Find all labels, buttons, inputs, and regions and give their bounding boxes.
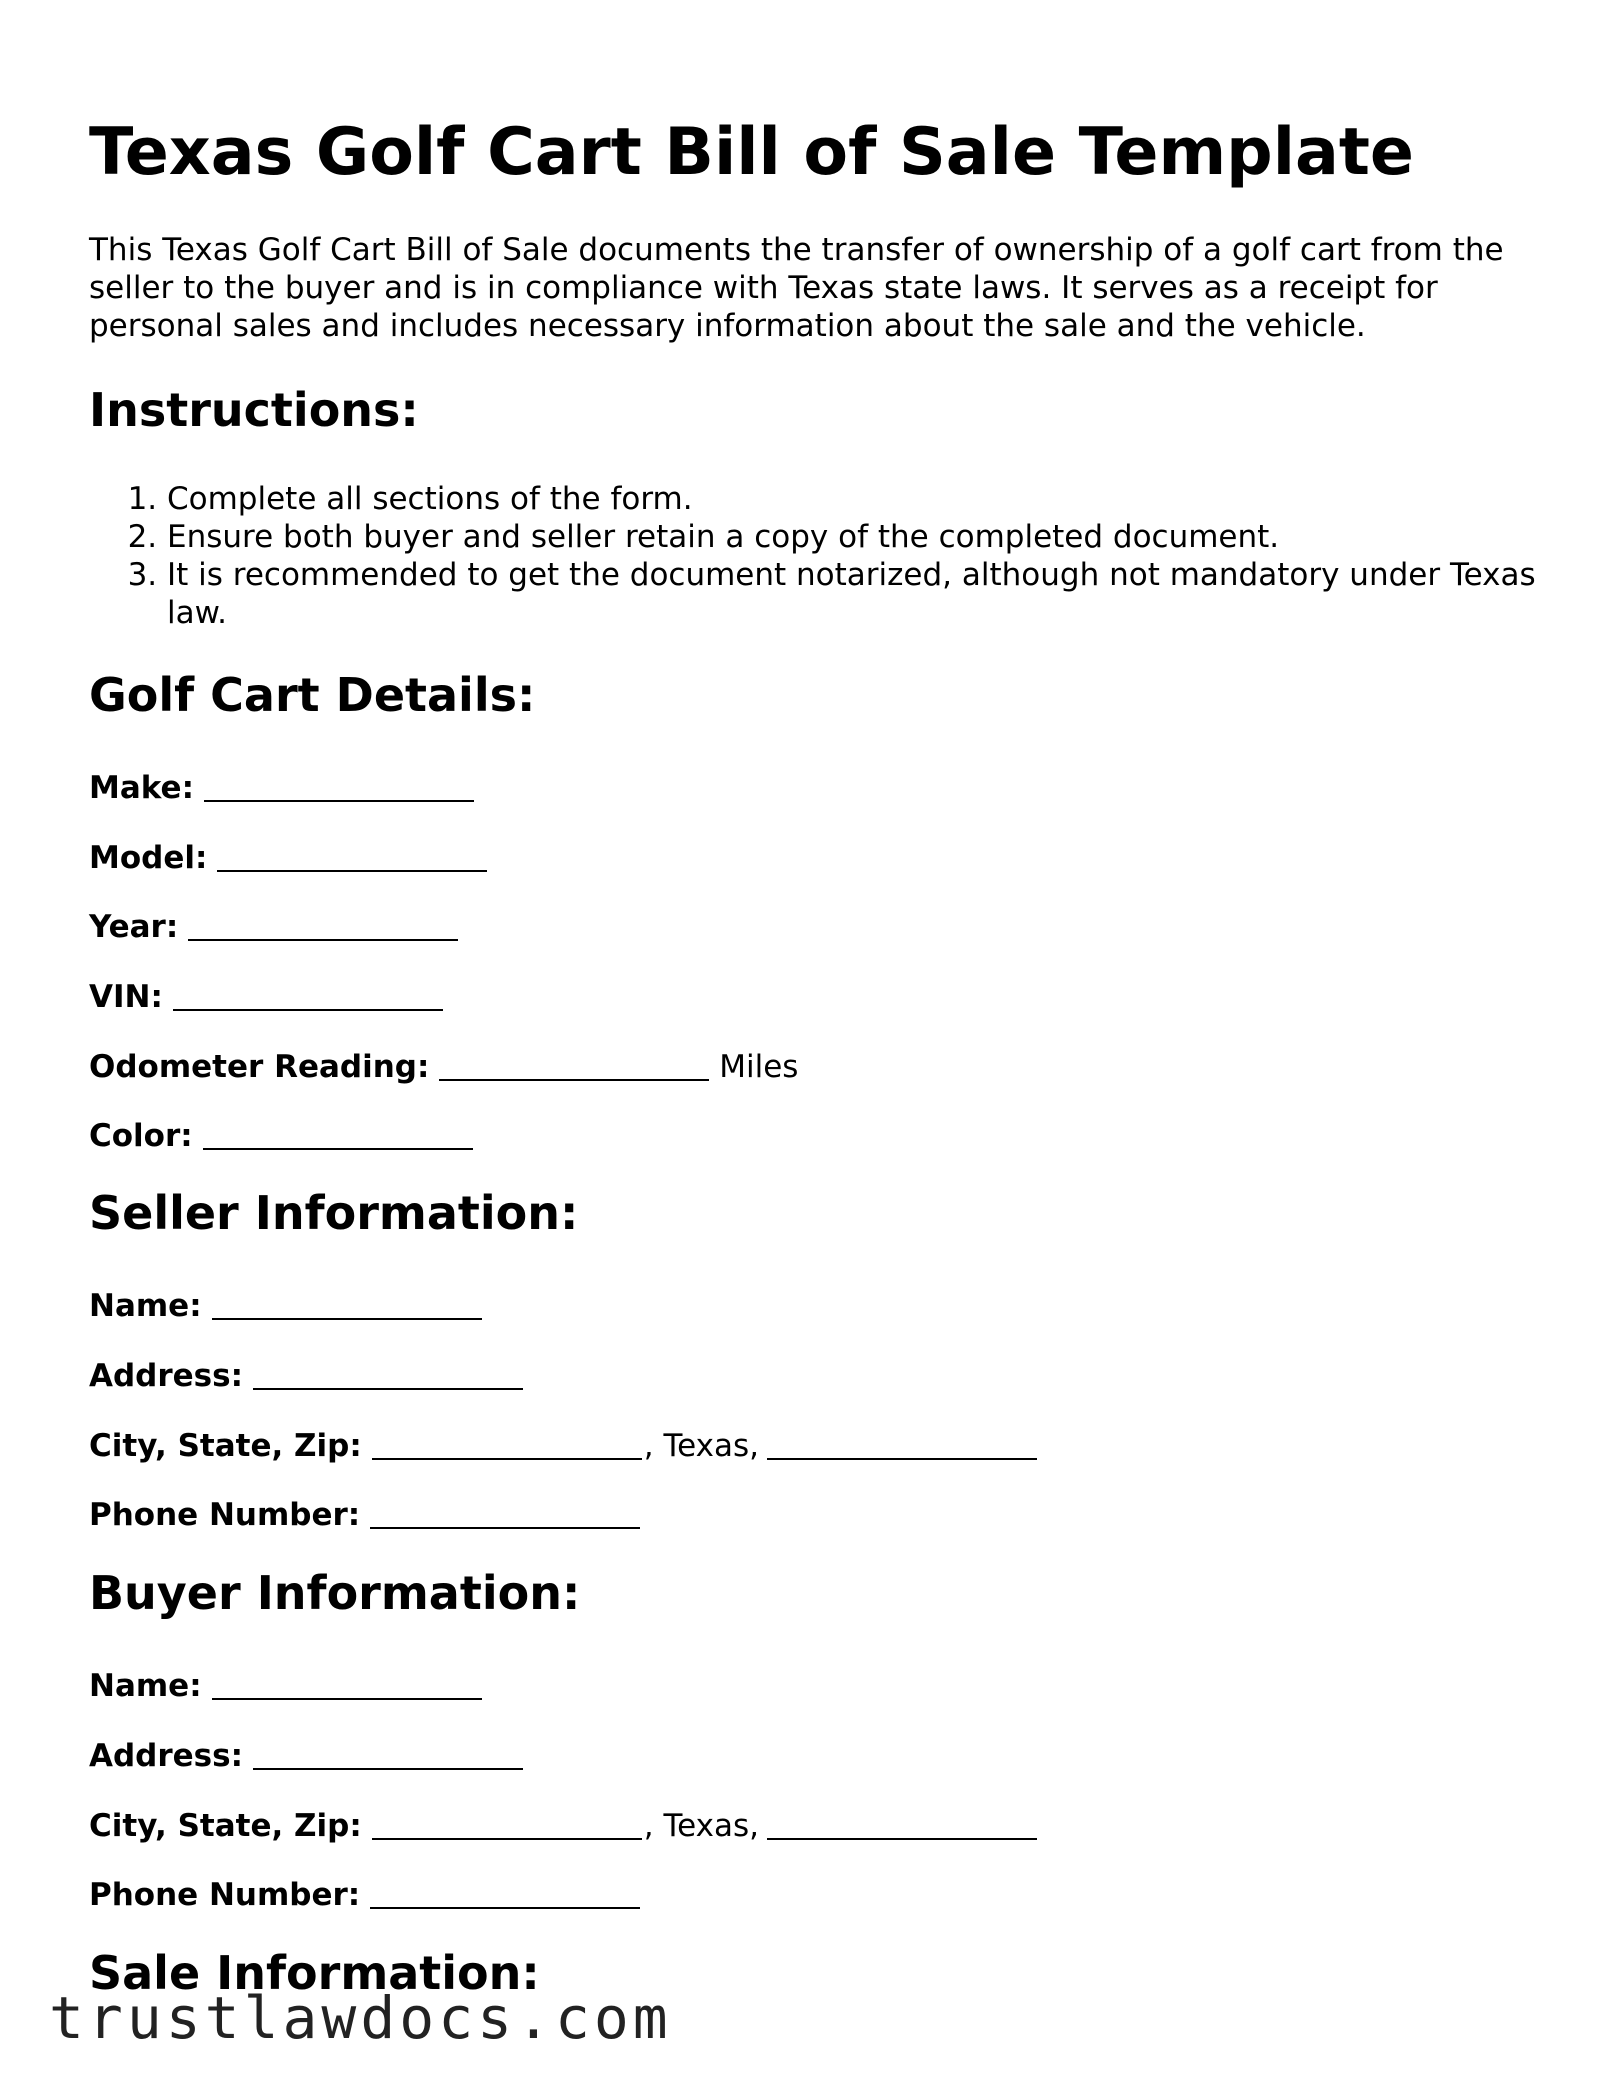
buyer-name-label: Name: <box>89 1668 202 1704</box>
buyer-address-label: Address: <box>89 1738 243 1774</box>
vin-label: VIN: <box>89 979 163 1015</box>
seller-address-label: Address: <box>89 1358 243 1394</box>
instructions-list <box>89 480 1557 632</box>
odometer-label: Odometer Reading: <box>89 1049 430 1085</box>
model-field <box>89 836 487 877</box>
seller-name-input[interactable] <box>212 1288 482 1320</box>
seller-phone-field <box>89 1493 640 1534</box>
model-input[interactable] <box>217 840 487 872</box>
buyer-city-input[interactable] <box>372 1808 642 1840</box>
make-label: Make: <box>89 770 194 806</box>
seller-city-label: City, State, Zip: <box>89 1428 362 1464</box>
seller-information-heading: Seller Information: <box>89 1186 579 1240</box>
seller-state-text: , Texas, <box>643 1428 759 1464</box>
odometer-unit: Miles <box>719 1049 799 1085</box>
instruction-item: 3. It is recommended to get the document notarized, although not mandatory under Texas law. <box>167 556 1557 632</box>
instructions-heading: Instructions: <box>89 383 419 437</box>
instruction-item: 1. Complete all sections of the form. <box>167 480 1557 518</box>
buyer-city-state-zip-field <box>89 1804 1037 1845</box>
year-label: Year: <box>89 909 179 945</box>
seller-phone-label: Phone Number: <box>89 1497 361 1533</box>
make-input[interactable] <box>204 770 474 802</box>
make-field <box>89 766 474 807</box>
model-label: Model: <box>89 840 208 876</box>
document-title: Texas Golf Cart Bill of Sale Template <box>89 115 1415 190</box>
golf-cart-details-heading: Golf Cart Details: <box>89 668 536 722</box>
odometer-input[interactable] <box>439 1049 709 1081</box>
buyer-zip-input[interactable] <box>767 1808 1037 1840</box>
buyer-information-heading: Buyer Information: <box>89 1566 581 1620</box>
vin-field <box>89 975 443 1016</box>
buyer-phone-field <box>89 1873 640 1914</box>
seller-name-field <box>89 1284 482 1325</box>
color-label: Color: <box>89 1118 193 1154</box>
color-input[interactable] <box>203 1118 473 1150</box>
seller-city-input[interactable] <box>372 1428 642 1460</box>
buyer-name-input[interactable] <box>212 1668 482 1700</box>
buyer-city-label: City, State, Zip: <box>89 1808 362 1844</box>
year-field <box>89 905 458 946</box>
site-watermark: trustlawdocs.com <box>49 1984 672 2052</box>
intro-paragraph: This Texas Golf Cart Bill of Sale documents the transfer of ownership of a golf cart from the seller to the buyer and is in compliance with Texas state laws. It serves as a receipt for personal sales and includes necessary information about the sale and the vehicle. <box>89 232 1504 344</box>
seller-name-label: Name: <box>89 1288 202 1324</box>
vin-input[interactable] <box>173 979 443 1011</box>
buyer-name-field <box>89 1664 482 1705</box>
instruction-item: 2. Ensure both buyer and seller retain a copy of the completed document. <box>167 518 1557 556</box>
seller-phone-input[interactable] <box>370 1497 640 1529</box>
sale-information-heading: Sale Information: <box>89 1946 540 2000</box>
buyer-phone-label: Phone Number: <box>89 1877 361 1913</box>
seller-zip-input[interactable] <box>767 1428 1037 1460</box>
buyer-state-text: , Texas, <box>643 1808 759 1844</box>
odometer-field <box>89 1045 798 1086</box>
buyer-phone-input[interactable] <box>370 1877 640 1909</box>
buyer-address-input[interactable] <box>253 1738 523 1770</box>
color-field <box>89 1114 473 1155</box>
seller-city-state-zip-field <box>89 1424 1037 1465</box>
year-input[interactable] <box>188 909 458 941</box>
buyer-address-field <box>89 1734 523 1775</box>
seller-address-input[interactable] <box>253 1358 523 1390</box>
seller-address-field <box>89 1354 523 1395</box>
